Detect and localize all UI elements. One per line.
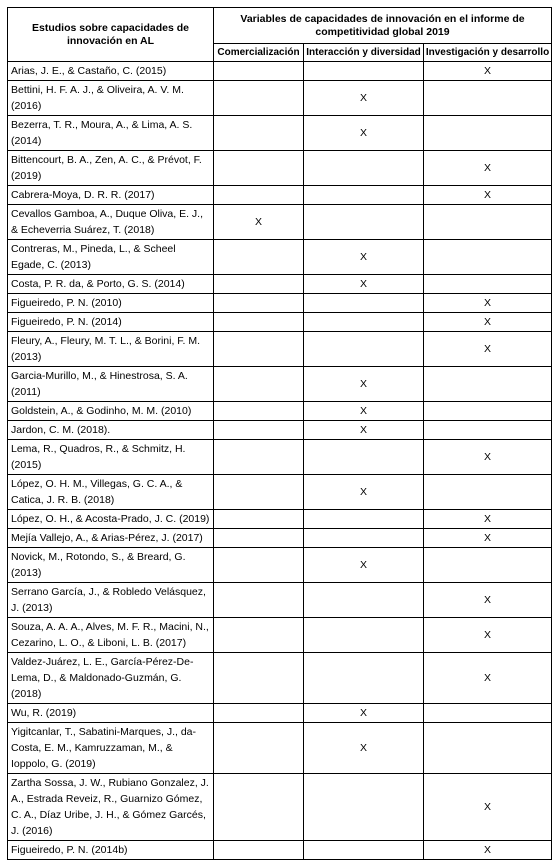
study-cell: Figueiredo, P. N. (2014b): [8, 841, 214, 860]
mark-cell: X: [424, 440, 552, 475]
mark-cell: X: [424, 774, 552, 841]
column-header-interaccion: Interacción y diversidad: [304, 44, 424, 62]
table-row: [8, 294, 552, 313]
mark-cell: [214, 313, 304, 332]
mark-cell: X: [304, 548, 424, 583]
table-row: [8, 402, 552, 421]
mark-cell: X: [304, 723, 424, 774]
mark-cell: [304, 313, 424, 332]
mark-cell: X: [304, 367, 424, 402]
table-row: [8, 618, 552, 653]
mark-cell: X: [304, 475, 424, 510]
table-row: [8, 275, 552, 294]
mark-cell: X: [424, 332, 552, 367]
study-cell: Valdez-Juárez, L. E., García-Pérez-De-Lema, D., & Maldonado-Guzmán, G. (2018): [8, 653, 214, 704]
mark-cell: X: [214, 205, 304, 240]
mark-cell: [214, 275, 304, 294]
mark-cell: [214, 421, 304, 440]
mark-cell: [424, 367, 552, 402]
table-row: [8, 704, 552, 723]
mark-cell: X: [424, 529, 552, 548]
mark-cell: [214, 841, 304, 860]
mark-cell: X: [424, 151, 552, 186]
mark-cell: [424, 81, 552, 116]
study-cell: Bittencourt, B. A., Zen, A. C., & Prévot, F. (2019): [8, 151, 214, 186]
table-row: [8, 81, 552, 116]
table-row: [8, 151, 552, 186]
mark-cell: X: [424, 653, 552, 704]
mark-cell: X: [304, 402, 424, 421]
table-container: [7, 7, 552, 860]
mark-cell: [424, 548, 552, 583]
table-row: [8, 841, 552, 860]
studies-header: Estudios sobre capacidades de innovación en AL: [8, 8, 214, 62]
study-cell: López, O. H., & Acosta-Prado, J. C. (2019): [8, 510, 214, 529]
mark-cell: [214, 653, 304, 704]
mark-cell: X: [424, 583, 552, 618]
mark-cell: [304, 774, 424, 841]
mark-cell: X: [304, 240, 424, 275]
table-row: [8, 723, 552, 774]
mark-cell: [214, 116, 304, 151]
mark-cell: [424, 205, 552, 240]
mark-cell: X: [304, 704, 424, 723]
study-cell: Arias, J. E., & Castaño, C. (2015): [8, 62, 214, 81]
mark-cell: [304, 151, 424, 186]
table-row: [8, 313, 552, 332]
mark-cell: [214, 332, 304, 367]
mark-cell: [424, 275, 552, 294]
table-row: [8, 205, 552, 240]
mark-cell: [214, 510, 304, 529]
mark-cell: [214, 475, 304, 510]
column-header-comercializacion: Comercialización: [214, 44, 304, 62]
mark-cell: [424, 421, 552, 440]
mark-cell: [304, 332, 424, 367]
variables-header: Variables de capacidades de innovación en el informe de competitividad global 2019: [214, 8, 552, 44]
study-cell: Serrano García, J., & Robledo Velásquez, J. (2013): [8, 583, 214, 618]
mark-cell: [304, 510, 424, 529]
mark-cell: [214, 62, 304, 81]
mark-cell: X: [304, 81, 424, 116]
mark-cell: [214, 151, 304, 186]
study-cell: Fleury, A., Fleury, M. T. L., & Borini, F. M. (2013): [8, 332, 214, 367]
table-body: [8, 62, 552, 860]
study-cell: Cabrera-Moya, D. R. R. (2017): [8, 186, 214, 205]
study-cell: Novick, M., Rotondo, S., & Breard, G. (2013): [8, 548, 214, 583]
mark-cell: [214, 618, 304, 653]
table-row: [8, 332, 552, 367]
mark-cell: X: [424, 186, 552, 205]
study-cell: Lema, R., Quadros, R., & Schmitz, H. (2015): [8, 440, 214, 475]
mark-cell: X: [304, 116, 424, 151]
table-row: [8, 240, 552, 275]
table-row: [8, 440, 552, 475]
study-cell: Costa, P. R. da, & Porto, G. S. (2014): [8, 275, 214, 294]
table-row: [8, 583, 552, 618]
mark-cell: [214, 402, 304, 421]
table-row: [8, 367, 552, 402]
mark-cell: X: [424, 618, 552, 653]
study-cell: Wu, R. (2019): [8, 704, 214, 723]
column-header-investigacion: Investigación y desarrollo: [424, 44, 552, 62]
study-cell: Bezerra, T. R., Moura, A., & Lima, A. S. (2014): [8, 116, 214, 151]
mark-cell: [424, 116, 552, 151]
mark-cell: [304, 205, 424, 240]
mark-cell: [304, 440, 424, 475]
mark-cell: [214, 240, 304, 275]
study-cell: Mejía Vallejo, A., & Arias-Pérez, J. (2017): [8, 529, 214, 548]
table-row: [8, 186, 552, 205]
mark-cell: X: [424, 294, 552, 313]
study-cell: Jardon, C. M. (2018).: [8, 421, 214, 440]
mark-cell: [214, 529, 304, 548]
mark-cell: X: [304, 421, 424, 440]
mark-cell: [214, 704, 304, 723]
mark-cell: [304, 529, 424, 548]
mark-cell: [424, 402, 552, 421]
study-cell: Cevallos Gamboa, A., Duque Oliva, E. J., & Echeverria Suárez, T. (2018): [8, 205, 214, 240]
mark-cell: [214, 186, 304, 205]
mark-cell: [214, 774, 304, 841]
table-row: [8, 529, 552, 548]
studies-table: [7, 7, 552, 860]
table-row: [8, 774, 552, 841]
study-cell: Garcia-Murillo, M., & Hinestrosa, S. A. (2011): [8, 367, 214, 402]
mark-cell: X: [424, 841, 552, 860]
mark-cell: [214, 723, 304, 774]
mark-cell: [424, 723, 552, 774]
table-row: [8, 510, 552, 529]
mark-cell: [214, 294, 304, 313]
mark-cell: [304, 653, 424, 704]
study-cell: Yigitcanlar, T., Sabatini-Marques, J., da-Costa, E. M., Kamruzzaman, M., & Ioppolo, G. (2019): [8, 723, 214, 774]
mark-cell: [214, 440, 304, 475]
mark-cell: [424, 475, 552, 510]
mark-cell: [214, 548, 304, 583]
mark-cell: [304, 62, 424, 81]
study-cell: Souza, A. A. A., Alves, M. F. R., Macini, N., Cezarino, L. O., & Liboni, L. B. (2017): [8, 618, 214, 653]
study-cell: López, O. H. M., Villegas, G. C. A., & Catica, J. R. B. (2018): [8, 475, 214, 510]
mark-cell: [214, 367, 304, 402]
mark-cell: [424, 240, 552, 275]
table-row: [8, 653, 552, 704]
table-row: [8, 62, 552, 81]
mark-cell: X: [304, 275, 424, 294]
mark-cell: [304, 294, 424, 313]
study-cell: Zartha Sossa, J. W., Rubiano Gonzalez, J. A., Estrada Reveiz, R., Guarnizo Gómez, C. A., Díaz Uribe, J. H., & Gómez Garcés, J. (2016): [8, 774, 214, 841]
mark-cell: [214, 583, 304, 618]
study-cell: Figueiredo, P. N. (2010): [8, 294, 214, 313]
table-row: [8, 116, 552, 151]
mark-cell: [304, 841, 424, 860]
mark-cell: X: [424, 510, 552, 529]
mark-cell: [304, 583, 424, 618]
table-row: [8, 421, 552, 440]
study-cell: Goldstein, A., & Godinho, M. M. (2010): [8, 402, 214, 421]
mark-cell: [304, 618, 424, 653]
mark-cell: X: [424, 313, 552, 332]
mark-cell: [304, 186, 424, 205]
study-cell: Contreras, M., Pineda, L., & Scheel Egade, C. (2013): [8, 240, 214, 275]
study-cell: Figueiredo, P. N. (2014): [8, 313, 214, 332]
table-row: [8, 548, 552, 583]
table-row: [8, 475, 552, 510]
mark-cell: [424, 704, 552, 723]
mark-cell: X: [424, 62, 552, 81]
mark-cell: [214, 81, 304, 116]
study-cell: Bettini, H. F. A. J., & Oliveira, A. V. M. (2016): [8, 81, 214, 116]
